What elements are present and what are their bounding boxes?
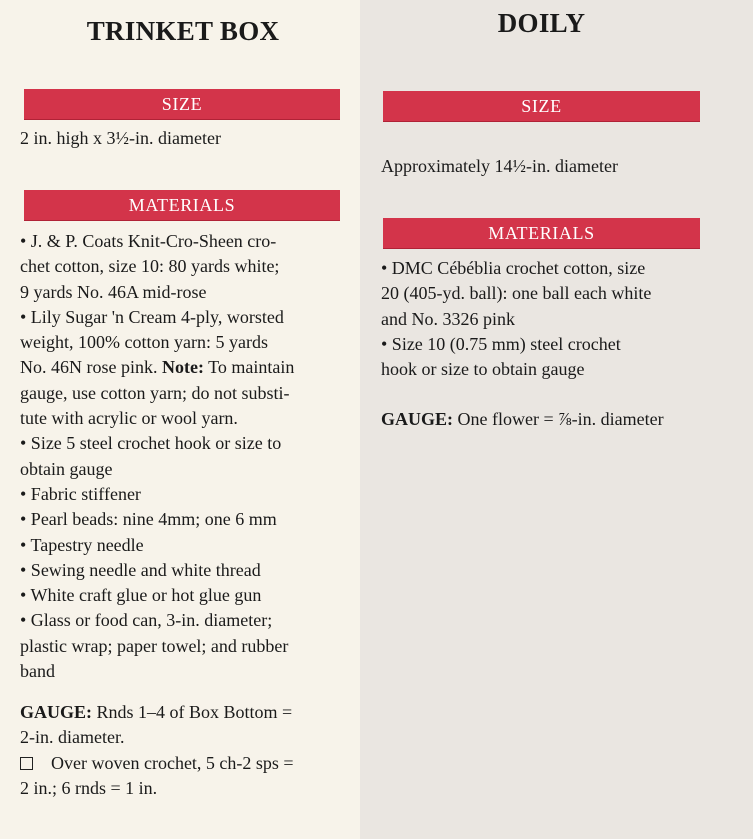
materials-line: plastic wrap; paper towel; and rubber <box>20 635 289 656</box>
note-label: Note: <box>162 357 204 378</box>
note-pre: No. 46N rose pink. <box>20 357 162 378</box>
gauge-label: GAUGE: <box>381 409 453 429</box>
trinket-materials-list <box>20 229 348 684</box>
materials-line: hook or size to obtain gauge <box>381 359 585 380</box>
gauge-line <box>20 700 348 725</box>
materials-line: weight, 100% cotton yarn: 5 yards <box>20 332 268 353</box>
doily-materials-header: MATERIALS <box>383 218 700 248</box>
materials-line: tute with acrylic or wool yarn. <box>20 408 238 429</box>
materials-line: chet cotton, size 10: 80 yards white; <box>20 256 280 277</box>
materials-line: • Size 5 steel crochet hook or size to <box>20 433 282 454</box>
gauge-line: 2 in.; 6 rnds = 1 in. <box>20 777 158 798</box>
trinket-box-column <box>0 0 360 839</box>
materials-line: • Lily Sugar 'n Cream 4-ply, worsted <box>20 306 284 327</box>
materials-line: 9 yards No. 46A mid-rose <box>20 281 207 302</box>
doily-size-header: SIZE <box>383 91 700 121</box>
trinket-size-header: SIZE <box>24 89 340 119</box>
materials-line: obtain gauge <box>20 458 113 479</box>
trinket-gauge <box>20 700 348 801</box>
materials-line: • Glass or food can, 3-in. diameter; <box>20 610 273 631</box>
materials-line: • Sewing needle and white thread <box>20 559 261 580</box>
materials-line: • DMC Cébéblia crochet cotton, size <box>381 258 646 278</box>
materials-line: • J. & P. Coats Knit-Cro-Sheen cro- <box>20 231 277 251</box>
trinket-size-text: 2 in. high x 3½-in. diameter <box>20 128 221 148</box>
doily-column <box>360 0 753 839</box>
note-post: To maintain <box>203 357 295 378</box>
materials-line: • White craft glue or hot glue gun <box>20 585 262 606</box>
doily-size-text: Approximately 14½-in. diameter <box>381 156 618 176</box>
materials-line-note <box>20 355 348 380</box>
gauge-line <box>20 751 348 776</box>
materials-line: • Pearl beads: nine 4mm; one 6 mm <box>20 509 277 530</box>
materials-line: gauge, use cotton yarn; do not substi- <box>20 382 290 403</box>
doily-title: DOILY <box>497 8 586 38</box>
materials-line: • Fabric stiffener <box>20 483 141 504</box>
doily-gauge <box>381 407 664 432</box>
gauge-line1: Rnds 1–4 of Box Bottom = <box>92 702 293 722</box>
materials-line: 20 (405-yd. ball): one ball each white <box>381 283 652 304</box>
trinket-materials-header: MATERIALS <box>24 190 340 220</box>
gauge-text: One flower = ⅞-in. diameter <box>453 409 664 429</box>
gauge-line: 2-in. diameter. <box>20 727 125 748</box>
materials-line: • Size 10 (0.75 mm) steel crochet <box>381 333 621 354</box>
checkbox-icon <box>20 757 33 770</box>
materials-line: • Tapestry needle <box>20 534 144 555</box>
doily-materials-list <box>381 256 711 382</box>
materials-line: and No. 3326 pink <box>381 308 515 329</box>
materials-line: band <box>20 661 55 682</box>
trinket-box-title: TRINKET BOX <box>86 16 280 46</box>
gauge-label: GAUGE: <box>20 702 92 722</box>
gauge-line3: Over woven crochet, 5 ch-2 sps = <box>51 752 294 773</box>
